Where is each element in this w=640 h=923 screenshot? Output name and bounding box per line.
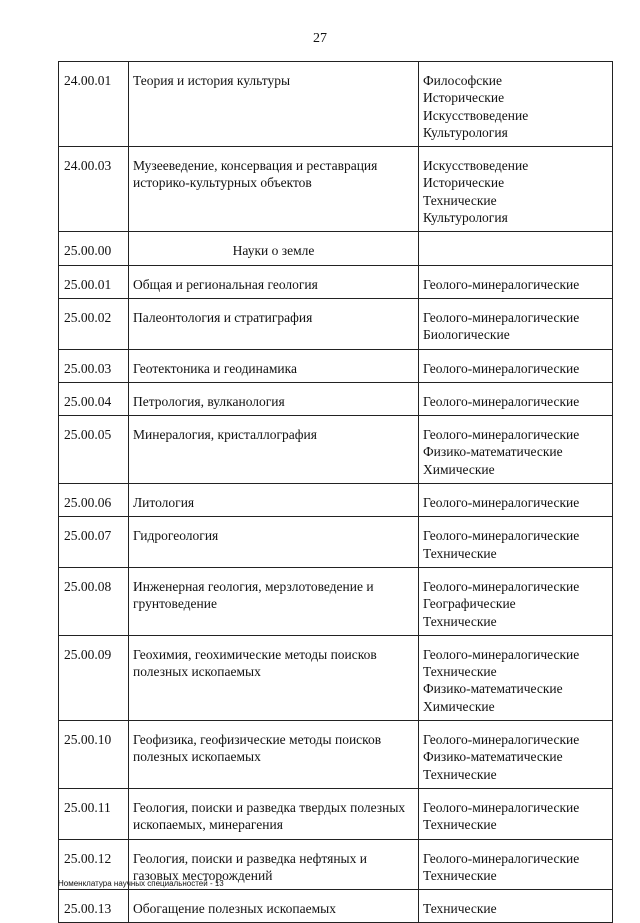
science-branch: Технические <box>423 817 497 833</box>
science-branch: Геолого-минералогические <box>423 393 580 409</box>
science-branches <box>419 517 613 568</box>
table-row <box>59 567 613 635</box>
table-body <box>59 62 613 923</box>
science-branch: Геолого-минералогические <box>423 276 580 292</box>
table-row <box>59 265 613 298</box>
science-branch: Геолого-минералогические <box>423 427 580 443</box>
science-branch: Геолого-минералогические <box>423 732 580 748</box>
science-branches <box>419 416 613 484</box>
specialty-code: 25.00.00 <box>59 232 129 265</box>
table-row <box>59 635 613 720</box>
specialty-code: 25.00.13 <box>59 890 129 923</box>
science-branches <box>419 567 613 635</box>
science-branch: Искусствоведение <box>423 158 529 174</box>
science-branch: Технические <box>423 867 497 883</box>
specialty-code: 25.00.02 <box>59 298 129 349</box>
table-row <box>59 298 613 349</box>
science-branch: Геолого-минералогические <box>423 309 580 325</box>
science-branch: Химические <box>423 698 495 714</box>
specialty-name: Обогащение полезных ископаемых <box>129 890 419 923</box>
page-number: 27 <box>313 31 327 46</box>
science-branch: Технические <box>423 664 497 680</box>
science-branch: Технические <box>423 613 497 629</box>
specialty-name: Общая и региональная геология <box>129 265 419 298</box>
table-row <box>59 416 613 484</box>
science-branches <box>419 265 613 298</box>
specialty-name: Науки о земле <box>129 232 419 265</box>
science-branches <box>419 839 613 890</box>
table-row <box>59 484 613 517</box>
table-row <box>59 788 613 839</box>
specialty-name: Петрология, вулканология <box>129 382 419 415</box>
science-branch: Биологические <box>423 327 510 343</box>
specialty-name: Музееведение, консервация и реставрация историко-культурных объектов <box>129 147 419 232</box>
science-branch: Геолого-минералогические <box>423 850 580 866</box>
science-branches <box>419 349 613 382</box>
specialty-code: 25.00.01 <box>59 265 129 298</box>
science-branch: Исторические <box>423 90 505 106</box>
table-row <box>59 62 613 147</box>
specialty-name: Гидрогеология <box>129 517 419 568</box>
footer-note: Номенклатура научных специальностей - 13 <box>58 879 224 888</box>
science-branch: Технические <box>423 545 497 561</box>
science-branch: Геолого-минералогические <box>423 528 580 544</box>
science-branch: Геолого-минералогические <box>423 360 580 376</box>
specialty-code: 25.00.12 <box>59 839 129 890</box>
science-branch: Технические <box>423 192 497 208</box>
specialty-name: Инженерная геология, мерзлотоведение и грунтоведение <box>129 567 419 635</box>
specialty-name: Теория и история культуры <box>129 62 419 147</box>
specialty-code: 25.00.08 <box>59 567 129 635</box>
science-branches <box>419 890 613 923</box>
science-branch: Физико-математические <box>423 444 563 460</box>
science-branches <box>419 232 613 265</box>
specialty-code: 25.00.06 <box>59 484 129 517</box>
science-branch: Технические <box>423 766 497 782</box>
specialty-code: 25.00.03 <box>59 349 129 382</box>
specialty-code: 25.00.05 <box>59 416 129 484</box>
specialties-table <box>58 61 613 923</box>
science-branch: Философские <box>423 73 502 88</box>
specialty-name: Геофизика, геофизические методы поисков полезных ископаемых <box>129 721 419 789</box>
science-branch: Геолого-минералогические <box>423 799 580 815</box>
specialty-code: 25.00.11 <box>59 788 129 839</box>
science-branches <box>419 298 613 349</box>
specialty-code: 25.00.09 <box>59 635 129 720</box>
science-branches <box>419 484 613 517</box>
science-branches <box>419 788 613 839</box>
table-row <box>59 382 613 415</box>
specialty-code: 24.00.03 <box>59 147 129 232</box>
specialty-name: Минералогия, кристаллография <box>129 416 419 484</box>
specialty-name: Палеонтология и стратиграфия <box>129 298 419 349</box>
science-branches <box>419 147 613 232</box>
specialty-code: 25.00.10 <box>59 721 129 789</box>
science-branch: Физико-математические <box>423 681 563 697</box>
science-branch: Геолого-минералогические <box>423 646 580 662</box>
specialty-name: Геохимия, геохимические методы поисков полезных ископаемых <box>129 635 419 720</box>
science-branch: Технические <box>423 901 497 917</box>
table-row <box>59 517 613 568</box>
table-row <box>59 232 613 265</box>
specialty-name: Геология, поиски и разведка нефтяных и газовых месторождений <box>129 839 419 890</box>
science-branch: Физико-математические <box>423 749 563 765</box>
table-row <box>59 147 613 232</box>
specialty-name: Геотектоника и геодинамика <box>129 349 419 382</box>
science-branch: Исторические <box>423 175 505 191</box>
specialty-code: 25.00.07 <box>59 517 129 568</box>
science-branches <box>419 62 613 147</box>
science-branch: Химические <box>423 461 495 477</box>
science-branch: Геолого-минералогические <box>423 495 580 511</box>
specialty-name: Литология <box>129 484 419 517</box>
specialty-name: Геология, поиски и разведка твердых полезных ископаемых, минерагения <box>129 788 419 839</box>
science-branches <box>419 635 613 720</box>
specialty-code: 25.00.04 <box>59 382 129 415</box>
science-branch: Культурология <box>423 210 508 226</box>
table-row <box>59 349 613 382</box>
specialty-code: 24.00.01 <box>59 62 129 147</box>
table-row <box>59 890 613 923</box>
science-branch: Геолого-минералогические <box>423 578 580 594</box>
science-branches <box>419 382 613 415</box>
science-branch: Географические <box>423 596 516 612</box>
science-branches <box>419 721 613 789</box>
table-row <box>59 721 613 789</box>
science-branch: Искусствоведение <box>423 107 529 123</box>
science-branch: Культурология <box>423 124 508 140</box>
